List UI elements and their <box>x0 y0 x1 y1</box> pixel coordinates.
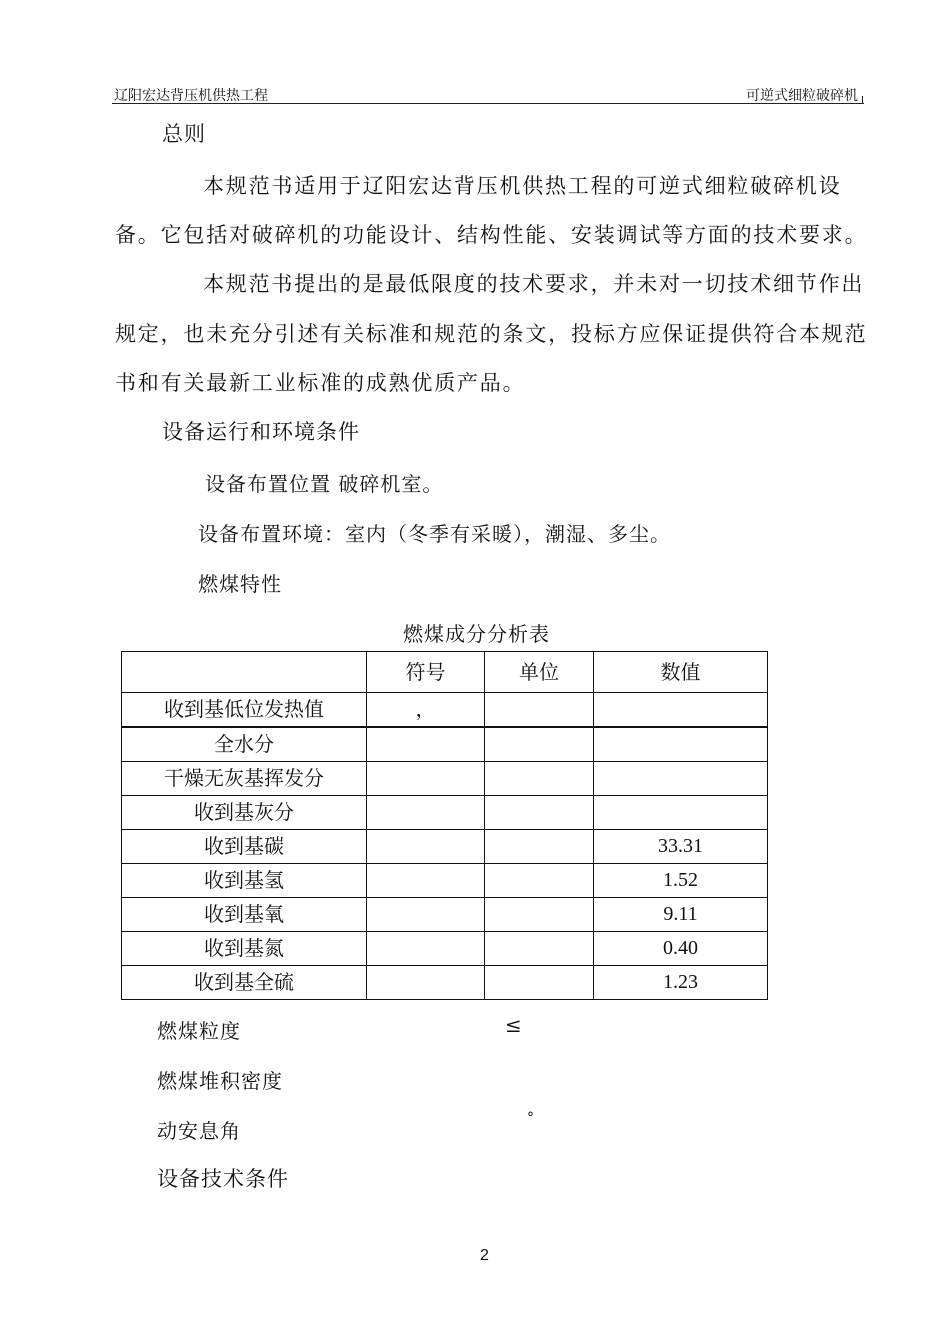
row-name-cell: 收到基低位发热值 <box>122 693 367 728</box>
table-header-row <box>122 652 768 693</box>
row-unit-cell <box>485 693 594 728</box>
table-header-symbol: 符号 <box>367 652 485 693</box>
repose-angle-symbol: ° <box>527 1110 535 1126</box>
row-unit-cell <box>485 762 594 796</box>
table-header-value: 数值 <box>594 652 768 693</box>
coal-characteristics-title: 燃煤特性 <box>198 572 282 596</box>
row-value-cell: 1.52 <box>594 864 768 898</box>
row-unit-cell <box>485 898 594 932</box>
row-name-cell: 收到基氢 <box>122 864 367 898</box>
table-caption: 燃煤成分分析表 <box>403 622 550 646</box>
row-name-cell: 收到基氮 <box>122 932 367 966</box>
row-unit-cell <box>485 727 594 762</box>
table-row <box>122 966 768 1000</box>
row-symbol-cell <box>367 932 485 966</box>
header-equipment-name: 可逆式细粒破碎机 <box>746 88 858 104</box>
general-paragraph-1-line-1: 本规范书适用于辽阳宏达背压机供热工程的可逆式细粒破碎机设 <box>203 174 842 198</box>
general-paragraph-2-line-3: 书和有关最新工业标准的成熟优质产品。 <box>115 371 526 395</box>
row-unit-cell <box>485 796 594 830</box>
row-value-cell <box>594 762 768 796</box>
coal-granularity-symbol: ≤ <box>505 1013 523 1037</box>
table-row <box>122 864 768 898</box>
row-value-cell <box>594 693 768 728</box>
table-row <box>122 727 768 762</box>
coal-density-label: 燃煤堆积密度 <box>157 1069 283 1093</box>
row-symbol-cell: ， <box>367 693 485 728</box>
row-symbol-cell <box>367 796 485 830</box>
table-row <box>122 693 768 728</box>
header-rule <box>112 103 864 104</box>
coal-granularity-label: 燃煤粒度 <box>157 1019 241 1043</box>
row-value-cell: 1.23 <box>594 966 768 1000</box>
row-symbol-cell <box>367 830 485 864</box>
table-row <box>122 932 768 966</box>
table-row <box>122 830 768 864</box>
section-title-technical: 设备技术条件 <box>157 1167 289 1191</box>
table-row <box>122 762 768 796</box>
row-symbol-cell <box>367 898 485 932</box>
header-rule-tick <box>862 96 863 104</box>
row-name-cell: 收到基氧 <box>122 898 367 932</box>
section-title-environment: 设备运行和环境条件 <box>162 420 360 444</box>
row-symbol-cell <box>367 966 485 1000</box>
row-name-cell: 收到基全硫 <box>122 966 367 1000</box>
header-project-name: 辽阳宏达背压机供热工程 <box>114 88 268 104</box>
row-value-cell: 9.11 <box>594 898 768 932</box>
row-symbol-cell <box>367 762 485 796</box>
row-value-cell <box>594 796 768 830</box>
row-value-cell <box>594 727 768 762</box>
row-value-cell: 33.31 <box>594 830 768 864</box>
row-unit-cell <box>485 830 594 864</box>
general-paragraph-2-line-1: 本规范书提出的是最低限度的技术要求，并未对一切技术细节作出 <box>203 272 865 296</box>
table-row <box>122 796 768 830</box>
row-name-cell: 收到基碳 <box>122 830 367 864</box>
row-value-cell: 0.40 <box>594 932 768 966</box>
row-unit-cell <box>485 864 594 898</box>
page-number: 2 <box>480 1247 489 1264</box>
row-name-cell: 收到基灰分 <box>122 796 367 830</box>
row-name-cell: 干燥无灰基挥发分 <box>122 762 367 796</box>
coal-composition-table <box>121 651 768 1000</box>
repose-angle-label: 动安息角 <box>157 1119 241 1143</box>
row-unit-cell <box>485 966 594 1000</box>
row-unit-cell <box>485 932 594 966</box>
table-header-item <box>122 652 367 693</box>
table-row <box>122 898 768 932</box>
general-paragraph-1-line-2: 备。它包括对破碎机的功能设计、结构性能、安装调试等方面的技术要求。 <box>115 223 868 247</box>
row-symbol-cell <box>367 727 485 762</box>
section-title-general: 总则 <box>162 122 206 146</box>
table-header-unit: 单位 <box>485 652 594 693</box>
env-environment-text: 设备布置环境：室内（冬季有采暖），潮湿、多尘。 <box>198 522 671 546</box>
env-location-text: 设备布置位置 破碎机室。 <box>205 472 444 496</box>
general-paragraph-2-line-2: 规定，也未充分引述有关标准和规范的条文，投标方应保证提供符合本规范 <box>115 322 868 346</box>
row-symbol-cell <box>367 864 485 898</box>
row-name-cell: 全水分 <box>122 727 367 762</box>
